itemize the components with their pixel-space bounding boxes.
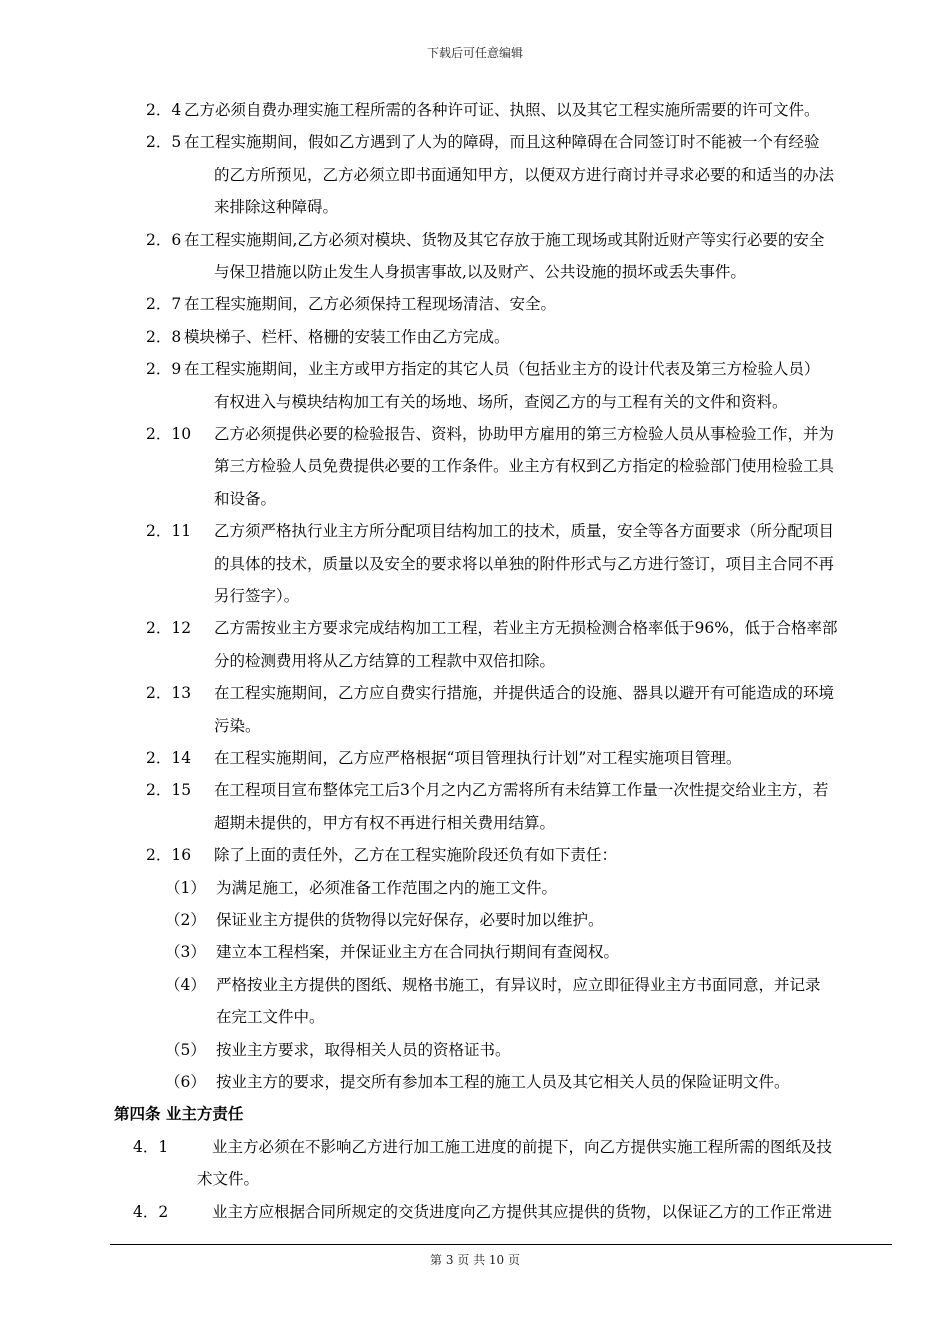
clause-text-line: 来排除这种障碍。 [214, 198, 339, 217]
clause-text-line: 在工程实施期间，业主方或甲方指定的其它人员（包括业主方的设计代表及第三方检验人员） [184, 360, 820, 379]
clause-text-line: 污染。 [214, 716, 261, 735]
clause-text-line: 乙方必须提供必要的检验报告、资料，协助甲方雇用的第三方检验人员从事检验工作，并为 [214, 425, 835, 443]
clause-text-line: 在工程实施期间，假如乙方遇到了人为的障碍，而且这种障碍在合同签订时不能被一个有经验 [184, 133, 820, 152]
subclause-number: （6） [165, 1073, 206, 1091]
clause-text-line: 模块梯子、栏杆、格栅的安装工作由乙方完成。 [184, 327, 510, 346]
section-title: 第四条 业主方责任 [114, 1105, 244, 1124]
clause-text-line: 业主方必须在不影响乙方进行加工施工进度的前提下，向乙方提供实施工程所需的图纸及技 [212, 1137, 833, 1156]
clause-text-line: 在工程实施期间，乙方应自费实行措施，并提供适合的设施、器具以避开有可能造成的环境 [214, 684, 835, 703]
page-footer: 第 3 页 共 10 页 [430, 1253, 520, 1267]
clause-number: 2．5 [146, 133, 182, 152]
subclause-text-line: 为满足施工，必须准备工作范围之内的施工文件。 [216, 878, 558, 897]
subclause-number: （2） [165, 911, 206, 929]
clause-number: 2．14 [146, 749, 192, 767]
subclause-text-line: 在完工文件中。 [216, 1008, 325, 1027]
clause-text-line: 乙方必须自费办理实施工程所需的各种许可证、执照、以及其它工程实施所需要的许可文件。 [184, 101, 820, 119]
clause-number: 4．2 [133, 1202, 169, 1221]
clause-text-line: 与保卫措施以防止发生人身损害事故,以及财产、公共设施的损坏或丢失事件。 [214, 263, 746, 281]
clause-text-line: 在工程实施期间,乙方必须对模块、货物及其它存放于施工现场或其附近财产等实行必要的安全 [184, 230, 825, 249]
clause-number: 2．10 [146, 425, 192, 443]
clause-number: 2．12 [146, 619, 192, 638]
clause-number: 2．6 [146, 230, 182, 249]
clause-text-line: 的具体的技术，质量以及安全的要求将以单独的附件形式与乙方进行签订，项目主合同不再 [214, 554, 835, 573]
clause-text-line: 乙方须严格执行业主方所分配项目结构加工的技术，质量，安全等各方面要求（所分配项目 [214, 522, 835, 541]
subclause-text-line: 按业主方要求，取得相关人员的资格证书。 [216, 1040, 511, 1059]
clause-text-line: 在工程实施期间，乙方必须保持工程现场清洁、安全。 [184, 295, 557, 314]
clause-text-line: 的乙方所预见，乙方必须立即书面通知甲方，以便双方进行商讨并寻求必要的和适当的办法 [214, 165, 835, 184]
clause-number: 2．11 [146, 522, 192, 541]
subclause-text-line: 按业主方的要求，提交所有参加本工程的施工人员及其它相关人员的保险证明文件。 [216, 1073, 790, 1091]
clause-text-line: 超期未提供的，甲方有权不再进行相关费用结算。 [214, 813, 556, 832]
clause-text-line: 乙方需按业主方要求完成结构加工工程，若业主方无损检测合格率低于96%，低于合格率部 [214, 619, 838, 638]
clause-number: 2．7 [146, 295, 182, 314]
clause-text-line: 除了上面的责任外，乙方在工程实施阶段还负有如下责任： [214, 846, 618, 865]
clause-number: 2．9 [146, 360, 182, 379]
clause-text-line: 分的检测费用将从乙方结算的工程款中双倍扣除。 [214, 651, 556, 670]
clause-text-line: 术文件。 [197, 1170, 260, 1189]
clause-number: 2．16 [146, 846, 192, 865]
clause-number: 2．4 [146, 101, 182, 119]
footer-divider [110, 1244, 892, 1245]
clause-text-line: 在工程实施期间，乙方应严格根据“项目管理执行计划”对工程实施项目管理。 [214, 749, 742, 767]
subclause-number: （5） [165, 1040, 206, 1059]
clause-text-line: 和设备。 [214, 489, 277, 508]
page-header: 下载后可任意编辑 [426, 46, 523, 60]
subclause-text-line: 建立本工程档案，并保证业主方在合同执行期间有查阅权。 [216, 943, 620, 962]
clause-number: 2．8 [146, 327, 182, 346]
subclause-number: （3） [165, 943, 206, 962]
clause-text-line: 有权进入与模块结构加工有关的场地、场所，查阅乙方的与工程有关的文件和资料。 [214, 392, 788, 411]
subclause-number: （4） [165, 975, 206, 994]
subclause-text-line: 严格按业主方提供的图纸、规格书施工，有异议时，应立即征得业主方书面同意，并记录 [216, 975, 821, 994]
clause-number: 2．15 [146, 781, 192, 800]
clause-text-line: 另行签字）。 [214, 587, 300, 605]
subclause-number: （1） [165, 878, 206, 897]
clause-text-line: 第三方检验人员免费提供必要的工作条件。业主方有权到乙方指定的检验部门使用检验工具 [214, 457, 835, 476]
clause-text-line: 在工程项目宣布整体完工后3个月之内乙方需将所有未结算工作量一次性提交给业主方，若 [214, 781, 829, 800]
subclause-text-line: 保证业主方提供的货物得以完好保存，必要时加以维护。 [216, 911, 604, 929]
clause-number: 2．13 [146, 684, 192, 703]
clause-number: 4．1 [133, 1137, 169, 1156]
clause-text-line: 业主方应根据合同所规定的交货进度向乙方提供其应提供的货物，以保证乙方的工作正常进 [212, 1202, 833, 1221]
